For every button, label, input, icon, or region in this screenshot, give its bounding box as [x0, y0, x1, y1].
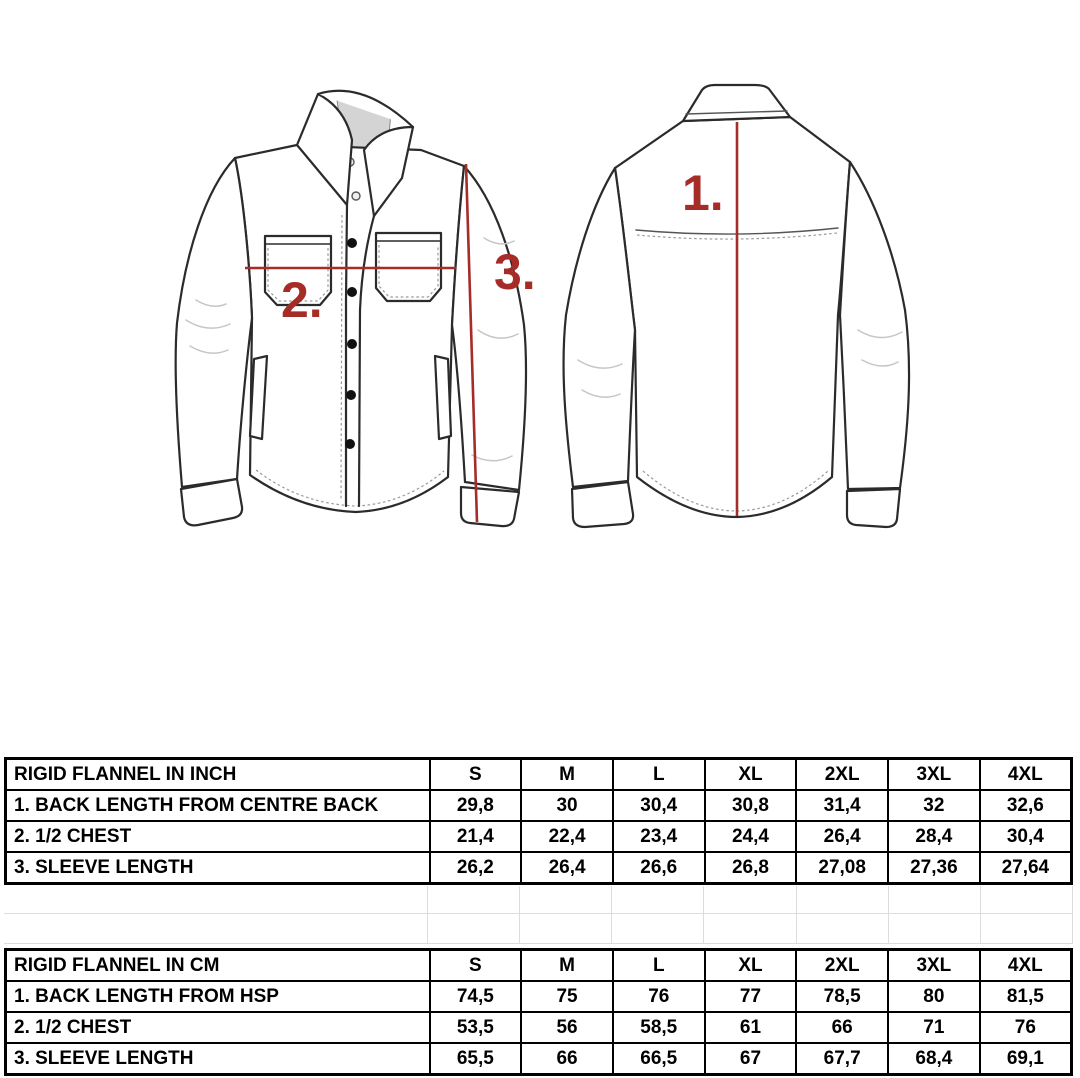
back-left-cuff: [572, 482, 633, 527]
measurement-value: 71: [888, 1012, 980, 1043]
measurement-value: 67,7: [796, 1043, 888, 1075]
measurement-label: 1. BACK LENGTH FROM HSP: [6, 981, 430, 1012]
back-collar: [683, 85, 790, 121]
front-view-sketch: [176, 91, 526, 526]
measurement-value: 67: [705, 1043, 797, 1075]
measurement-row: [6, 981, 1072, 1012]
measurement-value: 56: [521, 1012, 613, 1043]
measurement-value: 31,4: [796, 790, 888, 821]
table-title: RIGID FLANNEL IN INCH: [6, 759, 430, 791]
measurement-value: 80: [888, 981, 980, 1012]
measurement-value: 32,6: [980, 790, 1072, 821]
measurement-value: 26,8: [705, 852, 797, 884]
measurement-value: 77: [705, 981, 797, 1012]
size-column-header: 3XL: [888, 950, 980, 982]
measurement-value: 32: [888, 790, 980, 821]
measurement-value: 66: [796, 1012, 888, 1043]
measurement-value: 61: [705, 1012, 797, 1043]
measurement-value: 66,5: [613, 1043, 705, 1075]
measurement-value: 27,36: [888, 852, 980, 884]
measurement-value: 75: [521, 981, 613, 1012]
front-right-cuff: [461, 487, 519, 526]
size-column-header: M: [521, 759, 613, 791]
measurement-label: 2. 1/2 CHEST: [6, 1012, 430, 1043]
size-column-header: XL: [705, 950, 797, 982]
measure-label-sleeve: 3.: [494, 244, 536, 300]
measurement-value: 78,5: [796, 981, 888, 1012]
size-column-header: XL: [705, 759, 797, 791]
measurement-value: 23,4: [613, 821, 705, 852]
size-column-header: 2XL: [796, 759, 888, 791]
measurement-value: 26,6: [613, 852, 705, 884]
welt-pocket-right: [435, 356, 451, 439]
measure-label-back-length: 1.: [682, 165, 724, 221]
measurement-value: 65,5: [430, 1043, 522, 1075]
measurement-value: 30,4: [613, 790, 705, 821]
measurement-label: 2. 1/2 CHEST: [6, 821, 430, 852]
table-title: RIGID FLANNEL IN CM: [6, 950, 430, 982]
measurement-value: 27,08: [796, 852, 888, 884]
measurement-value: 74,5: [430, 981, 522, 1012]
front-left-sleeve: [176, 158, 252, 487]
size-column-header: S: [430, 759, 522, 791]
measurement-value: 76: [613, 981, 705, 1012]
measurement-value: 26,2: [430, 852, 522, 884]
size-column-header: L: [613, 759, 705, 791]
measurement-row: [6, 790, 1072, 821]
front-right-sleeve: [452, 166, 526, 490]
measurement-row: [6, 821, 1072, 852]
size-column-header: 4XL: [980, 950, 1072, 982]
size-column-header: 2XL: [796, 950, 888, 982]
measurement-value: 69,1: [980, 1043, 1072, 1075]
size-column-header: 3XL: [888, 759, 980, 791]
measurement-value: 29,8: [430, 790, 522, 821]
measurement-value: 22,4: [521, 821, 613, 852]
size-column-header: L: [613, 950, 705, 982]
measurement-value: 30,4: [980, 821, 1072, 852]
measurement-value: 58,5: [613, 1012, 705, 1043]
measurement-value: 81,5: [980, 981, 1072, 1012]
measurement-label: 3. SLEEVE LENGTH: [6, 852, 430, 884]
size-table-inch: [4, 757, 1073, 885]
measurement-value: 66: [521, 1043, 613, 1075]
shirt-front-body: [235, 145, 464, 512]
placket-left-edge: [346, 205, 347, 506]
measurement-value: 26,4: [521, 852, 613, 884]
measurement-value: 27,64: [980, 852, 1072, 884]
measurement-row: [6, 1012, 1072, 1043]
measurement-value: 53,5: [430, 1012, 522, 1043]
measurement-label: 3. SLEEVE LENGTH: [6, 1043, 430, 1075]
measurement-value: 24,4: [705, 821, 797, 852]
measurement-value: 76: [980, 1012, 1072, 1043]
measure-label-half-chest: 2.: [281, 272, 323, 328]
measurement-value: 26,4: [796, 821, 888, 852]
measurement-value: 30,8: [705, 790, 797, 821]
back-right-sleeve: [840, 162, 909, 489]
size-column-header: S: [430, 950, 522, 982]
size-table-cm: [4, 948, 1073, 1076]
shirt-back-body: [615, 117, 850, 517]
measurement-value: 68,4: [888, 1043, 980, 1075]
measurement-row: [6, 852, 1072, 884]
measurement-value: 21,4: [430, 821, 522, 852]
size-column-header: M: [521, 950, 613, 982]
measurement-label: 1. BACK LENGTH FROM CENTRE BACK: [6, 790, 430, 821]
size-column-header: 4XL: [980, 759, 1072, 791]
measurement-row: [6, 1043, 1072, 1075]
measurement-value: 28,4: [888, 821, 980, 852]
spreadsheet-gridlines: [4, 886, 1073, 947]
back-right-cuff: [847, 489, 900, 527]
measurement-value: 30: [521, 790, 613, 821]
